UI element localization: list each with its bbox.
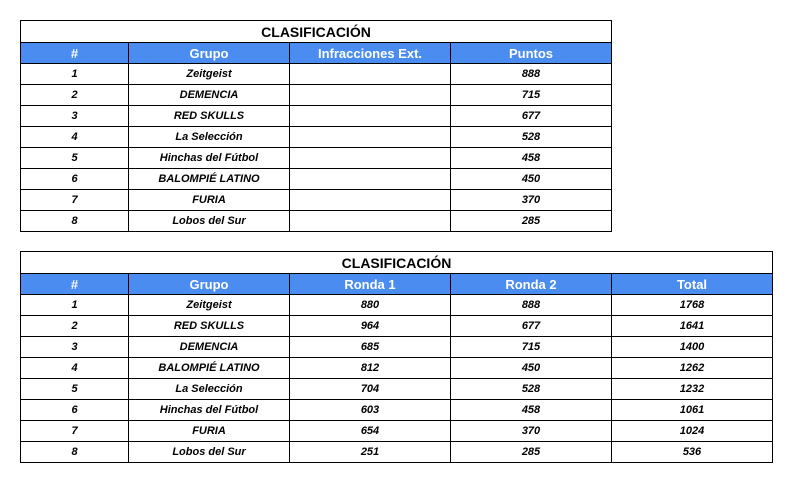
round-2-cell: 715 [451,337,612,358]
group-cell: Zeitgeist [129,295,290,316]
infractions-cell [290,64,451,85]
table-row [21,211,612,232]
total-cell: 1232 [612,379,773,400]
group-cell: Zeitgeist [129,64,290,85]
table-row [21,400,773,421]
rank-cell: 8 [21,442,129,463]
table-row [21,190,612,211]
round-1-cell: 685 [290,337,451,358]
total-cell: 1262 [612,358,773,379]
infractions-cell [290,148,451,169]
table-row [21,379,773,400]
column-header-infractions: Infracciones Ext. [290,43,451,64]
table-title: CLASIFICACIÓN [21,252,773,274]
group-cell: RED SKULLS [129,106,290,127]
infractions-cell [290,127,451,148]
rank-cell: 3 [21,106,129,127]
group-cell: Lobos del Sur [129,211,290,232]
rank-cell: 6 [21,400,129,421]
round-2-cell: 888 [451,295,612,316]
round-2-cell: 450 [451,358,612,379]
infractions-cell [290,190,451,211]
column-header-total: Total [612,274,773,295]
table-row [21,295,773,316]
table-row [21,85,612,106]
infractions-cell [290,169,451,190]
round-1-cell: 251 [290,442,451,463]
table-row [21,127,612,148]
infractions-cell [290,106,451,127]
rank-cell: 8 [21,211,129,232]
points-cell: 370 [451,190,612,211]
points-cell: 528 [451,127,612,148]
table-row [21,106,612,127]
group-cell: La Selección [129,379,290,400]
table-row [21,64,612,85]
total-cell: 1024 [612,421,773,442]
group-cell: BALOMPIÉ LATINO [129,358,290,379]
group-cell: RED SKULLS [129,316,290,337]
round-1-cell: 603 [290,400,451,421]
rank-cell: 1 [21,64,129,85]
group-cell: FURIA [129,421,290,442]
round-2-cell: 285 [451,442,612,463]
column-header-group: Grupo [129,274,290,295]
points-cell: 677 [451,106,612,127]
rank-cell: 7 [21,190,129,211]
round-2-cell: 677 [451,316,612,337]
round-1-cell: 964 [290,316,451,337]
group-cell: BALOMPIÉ LATINO [129,169,290,190]
group-cell: La Selección [129,127,290,148]
total-cell: 1061 [612,400,773,421]
round-2-cell: 370 [451,421,612,442]
column-header-round-1: Ronda 1 [290,274,451,295]
round-1-cell: 812 [290,358,451,379]
rank-cell: 4 [21,127,129,148]
rank-cell: 3 [21,337,129,358]
column-header-rank: # [21,43,129,64]
rank-cell: 2 [21,316,129,337]
infractions-cell [290,211,451,232]
column-header-group: Grupo [129,43,290,64]
table-row [21,358,773,379]
round-2-cell: 528 [451,379,612,400]
total-cell: 1768 [612,295,773,316]
standings-table [20,20,612,232]
round-1-cell: 654 [290,421,451,442]
infractions-cell [290,85,451,106]
rank-cell: 1 [21,295,129,316]
table-row [21,421,773,442]
total-cell: 536 [612,442,773,463]
group-cell: FURIA [129,190,290,211]
rank-cell: 5 [21,379,129,400]
rank-cell: 4 [21,358,129,379]
table-row [21,316,773,337]
round-2-cell: 458 [451,400,612,421]
group-cell: Hinchas del Fútbol [129,148,290,169]
standings-by-round-table [20,251,773,463]
round-1-cell: 704 [290,379,451,400]
header-row [21,274,773,295]
points-cell: 450 [451,169,612,190]
group-cell: DEMENCIA [129,85,290,106]
rank-cell: 2 [21,85,129,106]
points-cell: 285 [451,211,612,232]
points-cell: 888 [451,64,612,85]
group-cell: Hinchas del Fútbol [129,400,290,421]
column-header-points: Puntos [451,43,612,64]
header-row [21,43,612,64]
group-cell: Lobos del Sur [129,442,290,463]
round-1-cell: 880 [290,295,451,316]
total-cell: 1400 [612,337,773,358]
column-header-round-2: Ronda 2 [451,274,612,295]
group-cell: DEMENCIA [129,337,290,358]
table-title: CLASIFICACIÓN [21,21,612,43]
table-row [21,169,612,190]
total-cell: 1641 [612,316,773,337]
rank-cell: 5 [21,148,129,169]
points-cell: 458 [451,148,612,169]
table-row [21,442,773,463]
rank-cell: 6 [21,169,129,190]
table-row [21,148,612,169]
points-cell: 715 [451,85,612,106]
table-row [21,337,773,358]
column-header-rank: # [21,274,129,295]
rank-cell: 7 [21,421,129,442]
